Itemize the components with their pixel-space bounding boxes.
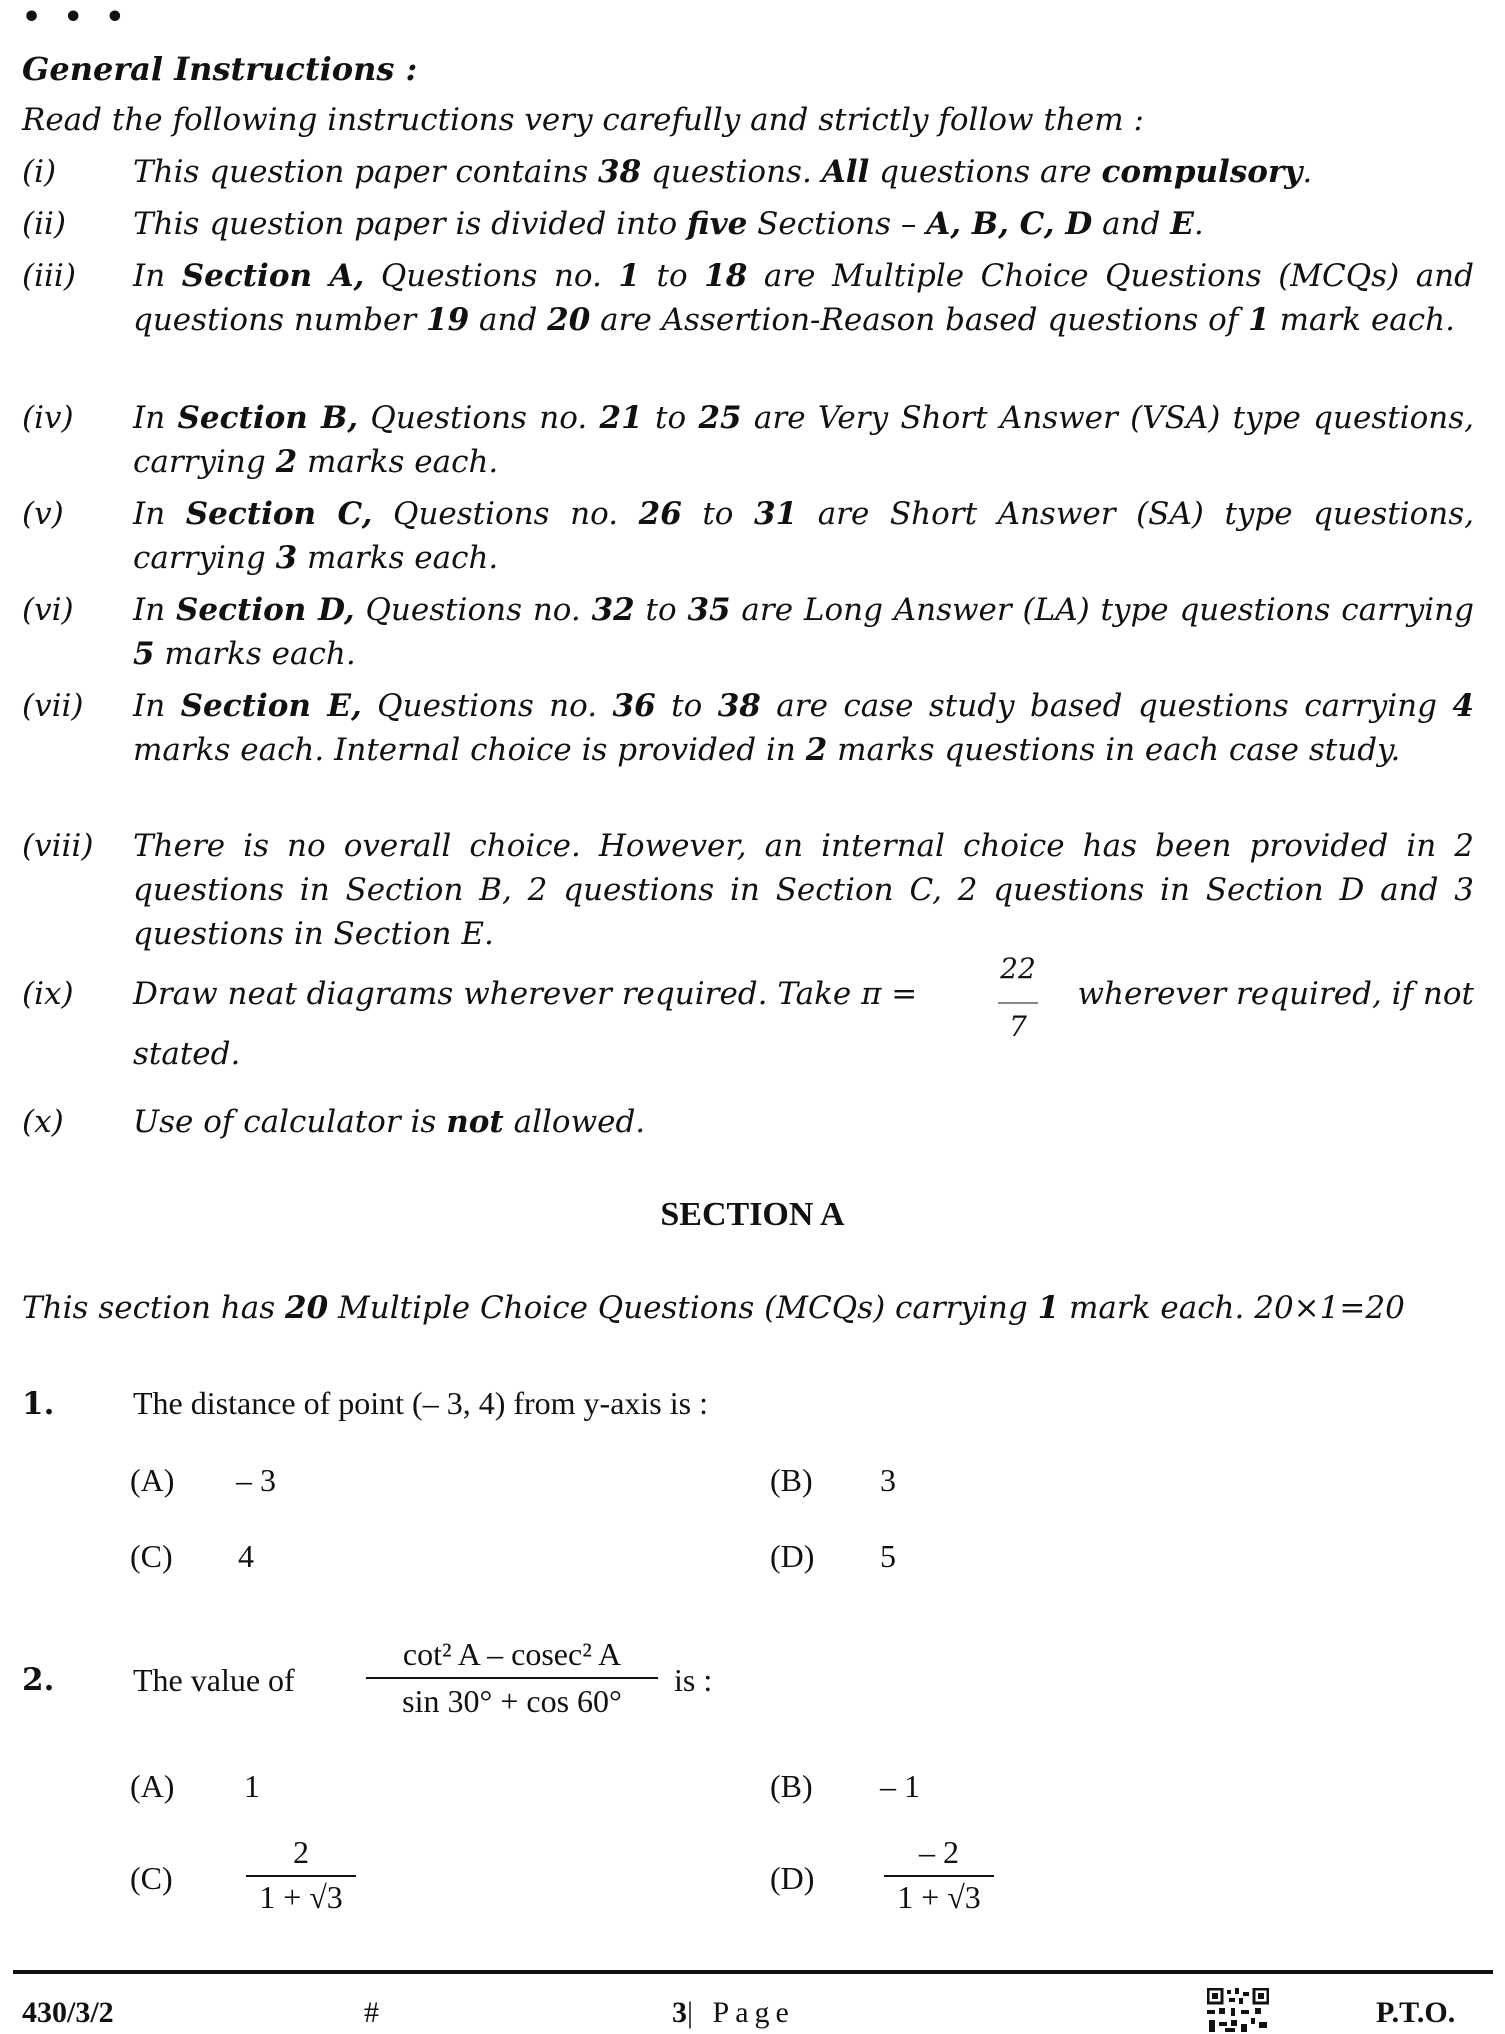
question-number: 2. <box>22 1662 55 1698</box>
bold-run: 18 <box>704 258 748 294</box>
bold-run: 4 <box>1452 688 1474 724</box>
bold-run: Section C, <box>185 496 373 532</box>
bold-run: Section B, <box>177 400 359 436</box>
item-number: (iv) <box>22 400 74 436</box>
item-text <box>133 492 1474 580</box>
bold-run: Section E, <box>180 688 362 724</box>
bold-run: 38 <box>717 688 761 724</box>
text-run: . <box>1193 206 1204 242</box>
item-text-pre: Draw neat diagrams wherever required. Take π = <box>133 976 918 1012</box>
text-run: Questions no. <box>364 258 619 294</box>
question-number: 1. <box>22 1386 55 1422</box>
text-run: are Very Short Answer (VSA) type questions, carrying <box>133 400 1474 480</box>
item-number: (vi) <box>22 592 74 628</box>
option-label: (D) <box>770 1538 815 1574</box>
pi-fraction-numerator: 22 <box>1000 952 1036 985</box>
text-run: marks each. <box>297 444 499 480</box>
text-run: questions are <box>869 154 1102 190</box>
item-number: (viii) <box>22 828 94 864</box>
text-run: Use of calculator is <box>133 1104 447 1140</box>
bold-run: Section A, <box>181 258 365 294</box>
instruction-item <box>22 254 1474 342</box>
option-label: (D) <box>770 1860 815 1896</box>
instruction-item <box>22 492 1474 580</box>
expression-numerator: cot² A – cosec² A <box>402 1636 622 1672</box>
item-text <box>133 588 1474 676</box>
text-run: In <box>133 496 186 532</box>
section-intro <box>22 1290 1405 1326</box>
general-instructions-title: General Instructions : <box>22 50 418 88</box>
text-run: Multiple Choice Questions (MCQs) carrying <box>328 1290 1038 1326</box>
text-run: In <box>133 400 178 436</box>
bold-run: E <box>1170 206 1194 242</box>
bold-run: 35 <box>687 592 731 628</box>
instruction-item <box>22 1100 1474 1144</box>
item-text <box>133 1100 1474 1144</box>
instruction-item <box>22 684 1474 772</box>
bold-run: 25 <box>698 400 742 436</box>
question-text: The distance of point (– 3, 4) from y-axis is : <box>133 1385 708 1421</box>
bold-run: 2 <box>805 732 828 768</box>
text-run: This question paper contains <box>133 154 598 190</box>
bold-run: 32 <box>591 592 635 628</box>
option-label: (B) <box>770 1462 813 1498</box>
bold-run: 26 <box>638 496 682 532</box>
text-run: Questions no. <box>372 496 639 532</box>
instruction-item <box>22 202 1474 246</box>
text-run: In <box>133 688 181 724</box>
instruction-item <box>22 150 1474 194</box>
text-run: and <box>1092 206 1171 242</box>
pto-label: P.T.O. <box>1376 1996 1456 2029</box>
text-run: mark each. 20×1=20 <box>1059 1290 1405 1326</box>
text-run: marks each. <box>154 636 356 672</box>
question-text: The value of <box>133 1662 295 1698</box>
instruction-item <box>22 588 1474 676</box>
option-value[interactable]: 4 <box>238 1538 254 1574</box>
item-text <box>133 396 1474 484</box>
expression-fraction <box>366 1636 658 1720</box>
option-value-fraction[interactable] <box>884 1834 994 1916</box>
bold-run: 1 <box>1248 302 1270 338</box>
page-label: | Page <box>687 1996 795 2029</box>
text-run: are Assertion-Reason based questions of <box>590 302 1249 338</box>
paper-code: 430/3/2 <box>22 1996 114 2029</box>
general-instructions-intro: Read the following instructions very carefully and strictly follow them : <box>22 102 1144 138</box>
section-title: SECTION A <box>660 1196 845 1233</box>
bold-run: All <box>821 154 870 190</box>
text-run: to <box>640 258 705 294</box>
fraction-numerator: 2 <box>293 1834 309 1870</box>
text-run: are Short Answer (SA) type questions, carrying <box>133 496 1474 576</box>
item-number: (v) <box>22 496 64 532</box>
item-number: (ix) <box>22 976 74 1012</box>
text-run: are case study based questions carrying <box>760 688 1453 724</box>
text-run: There is no overall choice. However, an internal choice has been provided in 2 questions in Section B, 2 questions in Section C, 2 questions in Section D and 3 questions in Section E. <box>133 828 1474 952</box>
text-run: . <box>1302 154 1313 190</box>
expression-denominator: sin 30° + cos 60° <box>366 1677 658 1720</box>
bold-run: not <box>446 1104 504 1140</box>
option-value-fraction[interactable] <box>246 1834 356 1916</box>
option-label: (C) <box>130 1860 173 1896</box>
fraction-denominator: 1 + √3 <box>884 1875 994 1916</box>
text-run: In <box>133 592 177 628</box>
question-text-post: is : <box>674 1662 713 1698</box>
text-run: This section has <box>22 1290 286 1326</box>
page-number-value: 3 <box>672 1996 687 2029</box>
pi-fraction-bar <box>998 1002 1038 1004</box>
item-number: (ii) <box>22 206 67 242</box>
text-run: marks each. <box>297 540 499 576</box>
option-value[interactable]: 1 <box>244 1768 260 1804</box>
instruction-item <box>22 396 1474 484</box>
text-run: to <box>634 592 688 628</box>
instruction-item <box>22 824 1474 956</box>
option-label: (C) <box>130 1538 173 1574</box>
header-dots: • • • <box>22 0 131 35</box>
bold-run: 38 <box>598 154 642 190</box>
bold-run: compulsory <box>1101 154 1303 190</box>
text-run: marks each. Internal choice is provided in <box>133 732 806 768</box>
bold-run: 1 <box>618 258 640 294</box>
text-run: In <box>133 258 182 294</box>
bold-run: 21 <box>599 400 643 436</box>
text-run: marks questions in each case study. <box>827 732 1401 768</box>
page-number <box>672 1996 795 2030</box>
option-value[interactable]: 3 <box>880 1462 896 1498</box>
bold-run: 36 <box>612 688 656 724</box>
item-number: (x) <box>22 1104 64 1140</box>
option-label: (B) <box>770 1768 813 1804</box>
option-label: (A) <box>130 1768 175 1804</box>
fraction-numerator: – 2 <box>919 1834 959 1870</box>
pi-fraction-denominator: 7 <box>1009 1010 1027 1043</box>
bold-run: Section D, <box>176 592 355 628</box>
text-run: are Multiple Choice Questions (MCQs) and questions number <box>133 258 1474 338</box>
text-run: and <box>469 302 548 338</box>
text-run: This question paper is divided into <box>133 206 688 242</box>
text-run: to <box>642 400 699 436</box>
bold-run: 20 <box>547 302 591 338</box>
text-run: mark each. <box>1269 302 1455 338</box>
text-run: to <box>655 688 718 724</box>
item-text <box>133 254 1474 342</box>
hash-mark: # <box>364 1996 379 2029</box>
item-text <box>133 150 1474 194</box>
qr-code-icon <box>1207 1988 1269 2034</box>
item-number: (vii) <box>22 688 84 724</box>
item-text-cont: stated. <box>133 1036 241 1072</box>
item-text-post: wherever required, if not <box>1077 976 1474 1012</box>
bold-run: 3 <box>275 540 298 576</box>
text-run: to <box>681 496 754 532</box>
item-number: (iii) <box>22 258 76 294</box>
text-run: Sections – <box>747 206 927 242</box>
text-run: questions. <box>641 154 822 190</box>
fraction-denominator: 1 + √3 <box>246 1875 356 1916</box>
text-run: allowed. <box>503 1104 646 1140</box>
footer-divider <box>13 1970 1493 1974</box>
item-text <box>133 202 1474 246</box>
text-run: Questions no. <box>354 592 592 628</box>
option-label: (A) <box>130 1462 175 1498</box>
item-number: (i) <box>22 154 57 190</box>
text-run: Questions no. <box>361 688 613 724</box>
option-value[interactable]: – 3 <box>236 1462 276 1498</box>
option-value[interactable]: 5 <box>880 1538 896 1574</box>
text-run: Questions no. <box>358 400 600 436</box>
bold-run: 31 <box>754 496 798 532</box>
bold-run: 20 <box>285 1290 329 1326</box>
item-text <box>133 684 1474 772</box>
bold-run: 2 <box>275 444 298 480</box>
item-text <box>133 824 1474 956</box>
text-run: are Long Answer (LA) type questions carrying <box>730 592 1474 628</box>
option-value[interactable]: – 1 <box>880 1768 920 1804</box>
bold-run: 19 <box>426 302 470 338</box>
bold-run: A, B, C, D <box>926 206 1093 242</box>
bold-run: 5 <box>133 636 155 672</box>
bold-run: five <box>687 206 748 242</box>
bold-run: 1 <box>1037 1290 1060 1326</box>
